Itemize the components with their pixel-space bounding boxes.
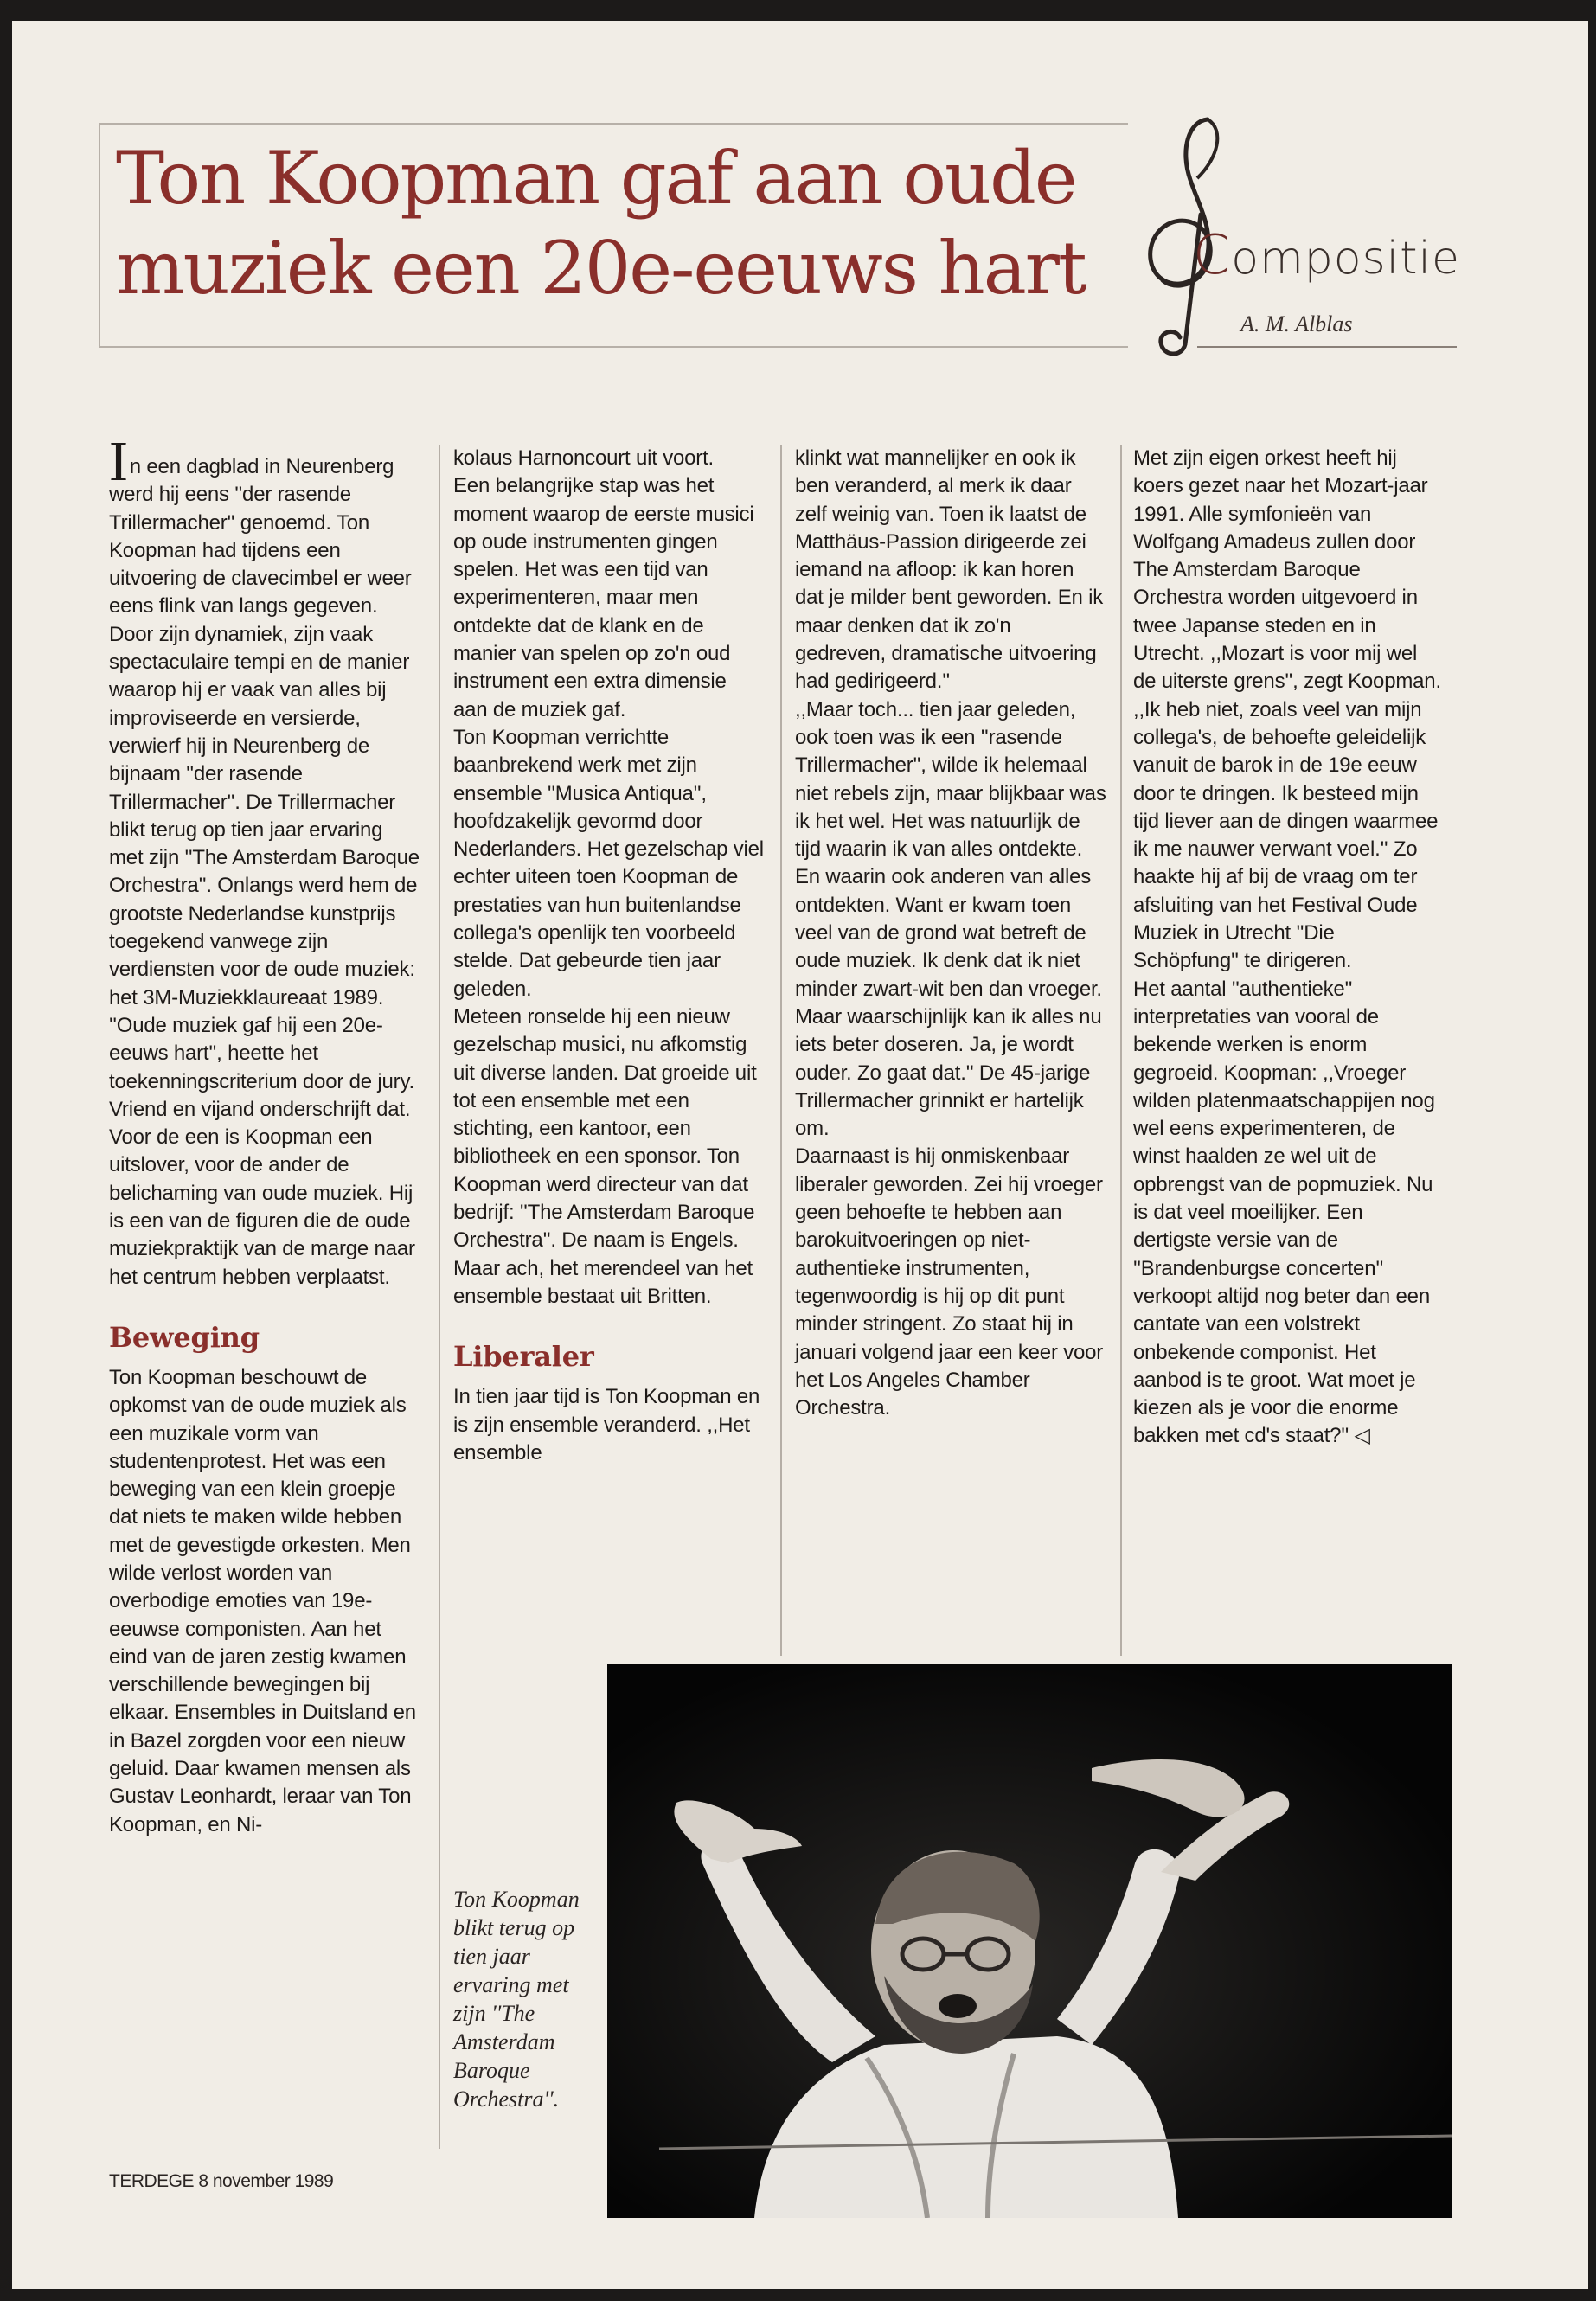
article-column-3 — [795, 445, 1106, 1422]
headline-line-1: Ton Koopman gaf aan oude — [116, 136, 1076, 221]
headline-line-2: muziek een 20e-eeuws hart — [116, 226, 1086, 311]
column-divider — [439, 445, 440, 2149]
article-column-2 — [453, 445, 765, 1467]
paragraph: Daarnaast is hij onmiskenbaar liberaler geworden. Zei hij vroeger geen behoefte te hebben aan barokuitvoeringen op niet-authentieke instrumenten, tegenwoordig is hij op dit punt minder stringent. Zo staat hij in januari volgend jaar een keer voor het Los Angeles Chamber Orchestra. — [795, 1144, 1104, 1420]
conductor-photo — [607, 1664, 1452, 2218]
paragraph: In tien jaar tijd is Ton Koopman en is zijn ensemble veranderd. ,,Het ensemble — [453, 1385, 760, 1465]
photo-caption: Ton Koopman blikt terug op tien jaar ervaring met zijn ''The Amsterdam Baroque Orchestra''. — [453, 1887, 580, 2112]
paragraph: Een belangrijke stap was het moment waarop de eerste musici op oude instrumenten gingen spelen. Het was een tijd van experimenteren, maar men ontdekte dat de klank en de manier van spelen op zo'n oud instrument een extra dimensie aan de muziek gaf. — [453, 474, 754, 721]
column-divider — [780, 445, 782, 1656]
paragraph: klinkt wat mannelijker en ook ik ben veranderd, al merk ik daar zelf weinig van. Toen ik laatst de Matthäus-Passion dirigeerde zei iemand na afloop: ik kan horen dat je milder bent geworden. En ik maar denken dat ik zo'n gedreven, dramatische uitvoering had gedirigeerd.'' — [795, 446, 1104, 694]
byline-rule — [1197, 346, 1457, 348]
paragraph: Ton Koopman beschouwt de opkomst van de oude muziek als een muzikale vorm van studentenprotest. Het was een beweging van een klein groepje dat niets te maken wilde hebben met de gevestigde orkesten. Men wilde verlost worden van overbodige emoties van 19e-eeuwse componisten. Aan het eind van de jaren zestig kwamen verschillende bewegingen bij elkaar. Ensembles in Duitsland en in Bazel zorgden voor een nieuw geluid. Daar kwamen mensen als Gustav Leonhardt, leraar van Ton Koopman, en Ni- — [109, 1365, 416, 1836]
rubric-rest: ompositie — [1231, 233, 1460, 285]
paragraph: Met zijn eigen orkest heeft hij koers gezet naar het Mozart-jaar 1991. Alle symfonieën van Wolfgang Amadeus zullen door The Amsterdam Baroque Orchestra worden uitgevoerd in twee Japanse steden en in Utrecht. ,,Mozart is voor mij wel de uiterste grens'', zegt Koopman. ,,Ik heb niet, zoals veel van mijn collega's, de behoefte geleidelijk vanuit de barok in de 19e eeuw door te dringen. Ik besteed mijn tijd liever aan de dingen waarmee ik me nauwer verwant voel.'' Zo haakte hij af bij de vraag om ter afsluiting van het Festival Oude Muziek in Utrecht ''Die Schöpfung'' te dirigeren. — [1133, 446, 1441, 973]
section-rubric — [1193, 223, 1460, 286]
paragraph: ,,Maar toch... tien jaar geleden, ook toen was ik een ''rasende Trillermacher'', wilde ik helemaal niet rebels zijn, maar blijkbaar was ik het wel. Het was natuurlijk de tijd waarin ik van alles ontdekte. En waarin ook anderen van alles ontdekten. Want er kwam toen veel van de grond wat betreft de oude muziek. Ik denk dat ik niet minder zwart-wit ben dan vroeger. Maar waarschijnlijk kan ik alles nu iets beter doseren. Ja, je wordt ouder. Zo gaat dat.'' De 45-jarige Trillermacher grinnikt er hartelijk om. — [795, 697, 1106, 1141]
magazine-page — [12, 21, 1588, 2289]
article-column-1 — [109, 430, 420, 1839]
author-byline: A. M. Alblas — [1240, 311, 1353, 336]
column-divider — [1120, 445, 1122, 1656]
drop-cap: I — [109, 430, 128, 493]
headline — [116, 133, 1137, 313]
paragraph: Het aantal ''authentieke'' interpretaties van vooral de bekende werken is enorm gegroeid. Koopman: ,,Vroeger wilden platenmaatschappijen nog wel eens experimenteren, de winst haalden ze wel uit de opbrengst van de popmuziek. Nu is dat veel moeilijker. Een dertigste versie van de ''Brandenburgse concerten'' verkoopt altijd nog beter dan een cantate van een volstrekt onbekende componist. Het aanbod is te groot. Wat moet je kiezen als je voor die enorme bakken met cd's staat?'' ◁ — [1133, 977, 1435, 1448]
subhead-beweging: Beweging — [109, 1320, 260, 1354]
paragraph: Meteen ronselde hij een nieuw gezelschap musici, nu afkomstig uit diverse landen. Dat groeide uit tot een ensemble met een stichting, een kantoor, een bibliotheek en een sponsor. Ton Koopman werd directeur van dat bedrijf: ''The Amsterdam Baroque Orchestra''. De naam is Engels. Maar ach, het merendeel van het ensemble bestaat uit Britten. — [453, 1004, 757, 1308]
page-footer: TERDEGE 8 november 1989 — [109, 2171, 334, 2191]
rubric-initial: C — [1193, 223, 1232, 286]
intro-paragraph: In een dagblad in Neurenberg werd hij eens ''der rasende Trillermacher'' genoemd. Ton Koopman had tijdens een uitvoering de clavecimbel er weer eens flink van langs gegeven. Door zijn dynamiek, zijn vaak spectaculaire tempi en de manier waarop hij er vaak van alles bij improviseerde en versierde, verwierf hij in Neurenberg de bijnaam ''der rasende Trillermacher''. De Trillermacher blikt terug op tien jaar ervaring met zijn ''The Amsterdam Baroque Orchestra''. Onlangs werd hem de grootste Nederlandse kunstprijs toegekend vanwege zijn verdiensten voor de oude muziek: het 3M-Muziekklaureaat 1989. ''Oude muziek gaf hij een 20e-eeuws hart'', heette het toekenningscriterium door de jury. Vriend en vijand onderschrijft dat. Voor de een is Koopman een uitslover, voor de ander de belichaming van oude muziek. Hij is een van de figuren die de oude muziekpraktijk van de marge naar het centrum hebben verplaatst. — [109, 430, 420, 1289]
rubric-panel — [1128, 111, 1474, 362]
article-column-4 — [1133, 445, 1445, 1451]
subhead-liberaler: Liberaler — [453, 1340, 594, 1374]
paragraph: Ton Koopman verrichtte baanbrekend werk met zijn ensemble ''Musica Antiqua'', hoofdzakelijk gevormd door Nederlanders. Het gezelschap viel echter uiteen toen Koopman de prestaties van hun buitenlandse collega's openlijk ten voorbeeld stelde. Dat gebeurde tien jaar geleden. — [453, 725, 764, 1001]
conductor-illustration — [607, 1664, 1452, 2218]
paragraph: kolaus Harnoncourt uit voort. — [453, 446, 715, 470]
